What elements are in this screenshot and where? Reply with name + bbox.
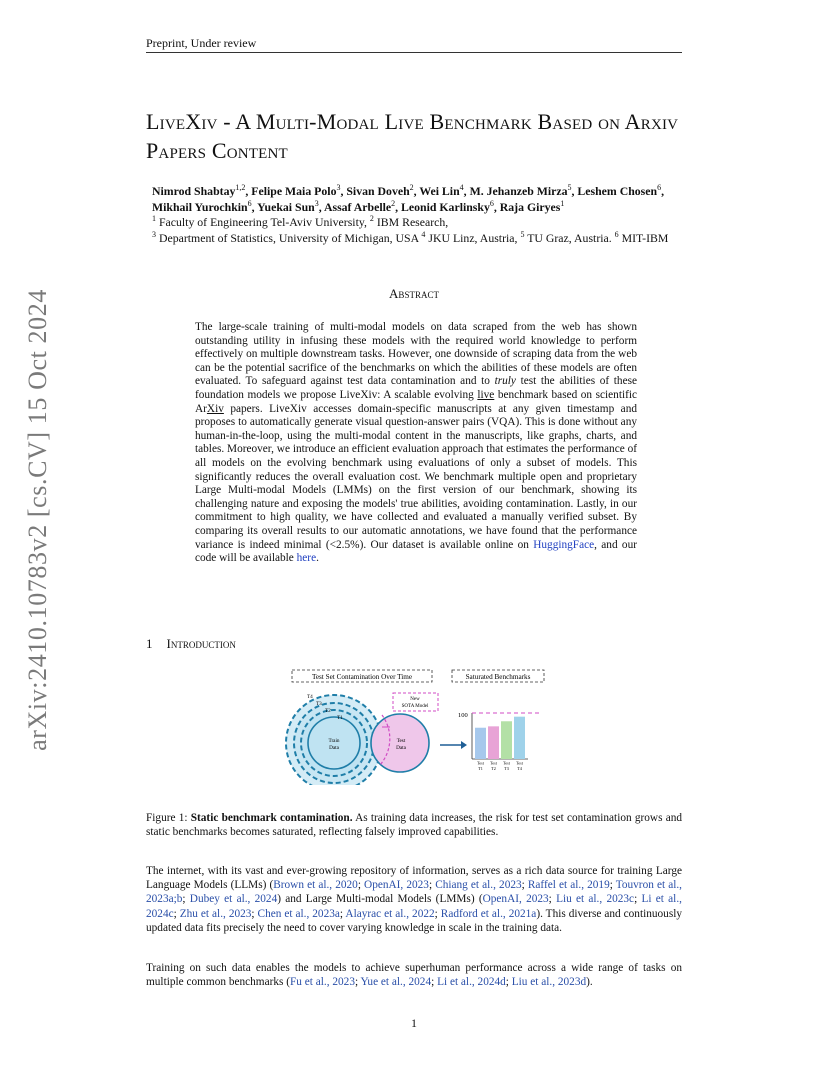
author-sup: 2 (409, 183, 414, 193)
section-title: Introduction (166, 636, 236, 651)
para-text: The internet, with its vast and ever-growing repository of information, serves as a rich data source for training Large Language Models (LLMs) ( (146, 865, 682, 892)
bar-label-top: Test (516, 760, 523, 766)
sota-label: SOTA Model (401, 704, 429, 709)
ring-label: T1 (337, 715, 343, 721)
page-number: 1 (411, 1016, 417, 1030)
ring-label: T3 (316, 701, 322, 707)
abstract-heading: Abstract (389, 286, 439, 301)
figure-1 (278, 665, 558, 785)
author: Leshem Chosen (577, 184, 658, 198)
affil-text: Department of Statistics, University of Michigan, USA (158, 230, 422, 245)
arxiv-identifier-stamp: arXiv:2410.10783v2 [cs.CV] 15 Oct 2024 (23, 289, 52, 751)
citation[interactable]: Fu et al., 2023 (290, 976, 355, 989)
variance-value: <2.5% (329, 538, 360, 551)
paper-title: LiveXiv - A Multi-Modal Live Benchmark Based on Arxiv Papers Content (146, 109, 679, 163)
citation[interactable]: Chen et al., 2023a (257, 907, 340, 920)
affil-text: JKU Linz, Austria, (428, 230, 521, 245)
author: Wei Lin (419, 184, 460, 198)
author-sup: 6 (657, 183, 662, 193)
citation[interactable]: Yue et al., 2024 (360, 976, 432, 989)
author-sup: 1,2 (235, 183, 246, 193)
abstract-text: . (316, 552, 319, 565)
affiliations (152, 215, 772, 246)
author-sup: 3 (314, 199, 319, 209)
citation[interactable]: Li et al., 2024d (437, 976, 506, 989)
abstract-text: papers. LiveXiv accesses domain-specific manuscripts at any given timestamp and proposes to automatically generate visual question-answer pairs (VQA). This is done without any human-in-the-loop, using the multi-modal content in the manuscripts, like graphs, charts, and tables. Moreover, we introduce an efficient evaluation approach that estimates the performance of all models on the evolving benchmark using evaluations of only a subset of models. This significantly reduces the overall evaluation cost. We benchmark multiple open and proprietary Large Multi-modal Models (LMMs) on the first version of our benchmark, showing its challenging nature and exposing the models' true abilities, avoiding contamination. Lastly, in our commitment to high quality, we have collected and evaluated a manually verified subset. By comparing its overall results to our automatic annotations, we have found that the performance variance is indeed minimal ( (195, 402, 637, 551)
author-sup: 6 (247, 199, 252, 209)
flow-arrow-head (461, 741, 467, 749)
author-sup: 1 (560, 199, 565, 209)
author-sup: 4 (459, 183, 464, 193)
bar-t3 (501, 721, 512, 759)
abstract-text: , and our code will be available (195, 538, 637, 565)
citation[interactable]: Liu et al., 2023d (511, 976, 587, 989)
bar-t1 (475, 728, 486, 759)
citation[interactable]: Brown et al., 2020 (273, 879, 358, 892)
author: Leonid Karlinsky (401, 200, 490, 214)
running-header: Preprint, Under review (146, 36, 257, 50)
citation[interactable]: Dubey et al., 2024 (189, 893, 278, 906)
ring-label: T2 (325, 708, 331, 714)
affil-text: Faculty of Engineering Tel-Aviv University, (158, 215, 370, 229)
huggingface-link[interactable]: HuggingFace (533, 538, 595, 551)
author: M. Jehanzeb Mirza (469, 184, 568, 198)
abstract-text: benchmark based on scientific Ar (195, 388, 638, 415)
abstract-text: The large-scale training of multi-modal models on data scraped from the web has shown outstanding utility in infusing these models with the required world knowledge to perform effectively on multiple downstream tasks. However, one downside of scraping data from the web can be the potential sacrifice of the benchmarks on which the abilities of these models are often evaluated. To safeguard against test data contamination and to (195, 321, 637, 388)
affil-num: 3 (152, 229, 156, 239)
intro-paragraph-2: Training on such data enables the models to achieve superhuman performance across a wide range of tasks on multiple common benchmarks (Fu et al., 2023; Yue et al., 2024; Li et al., 2024d; Liu et al., 2023d). (146, 962, 682, 989)
right-panel-title: Saturated Benchmarks (465, 673, 531, 681)
author: Raja Giryes (499, 200, 561, 214)
abstract-emphasis: truly (494, 375, 516, 388)
train-label: Data (329, 745, 339, 751)
affil-text: MIT-IBM (621, 230, 669, 245)
author: Yuekai Sun (257, 200, 315, 214)
caption-text: As training data increases, the risk for test set contamination grows and static benchmarks becomes saturated, reflecting falsely improved capabilities. (146, 812, 682, 838)
test-label: Test (396, 738, 406, 744)
bar-tick-label: T1 (478, 766, 483, 771)
author-sup: 5 (567, 183, 572, 193)
abstract-text: test the abilities of these foundation models we propose LiveXiv: A scalable evolving (195, 375, 638, 401)
author: Assaf Arbelle (323, 200, 392, 214)
citation[interactable]: Touvron et al., 2023a;b (146, 879, 682, 906)
caption-bold: Static benchmark contamination. (190, 812, 353, 824)
citation[interactable]: Chiang et al., 2023 (435, 879, 522, 892)
affil-text: IBM Research, (376, 215, 449, 229)
affil-text: TU Graz, Austria. (527, 230, 615, 245)
bar-tick-label: T4 (517, 766, 522, 771)
caption-label: Figure 1: (146, 812, 191, 824)
abstract-underline: live (477, 388, 495, 401)
left-panel-title: Test Set Contamination Over Time (311, 673, 413, 681)
citation[interactable]: OpenAI, 2023 (482, 893, 549, 906)
test-label: Data (396, 745, 406, 751)
bar-label-top: Test (477, 760, 484, 766)
citation[interactable]: Zhu et al., 2023 (179, 907, 252, 920)
citation[interactable]: Raffel et al., 2019 (527, 879, 610, 892)
author: Nimrod Shabtay (152, 184, 236, 198)
saturation-bar-chart (458, 712, 540, 771)
author: Felipe Maia Polo (251, 184, 337, 198)
affil-num: 1 (152, 214, 156, 224)
bar-label-top: Test (490, 760, 497, 766)
author-list: Nimrod Shabtay$^{1,2}$, Felipe Maia Polo$^3$, Sivan Doveh$^2$, Wei Lin$^4$, M. Jehanzeb Mirza$^5$, Leshem Chosen$^6$, Mikhail Yurochkin$^6$, Yuekai Sun$^3$, Assaf Arbelle$^2$, Leonid Karlinsky$^6$, Raja Giryes$^1$ (152, 183, 665, 214)
citation[interactable]: Liu et al., 2023c (556, 893, 635, 906)
train-label: Train (328, 738, 340, 744)
bar-t4 (514, 717, 525, 759)
affil-num: 2 (369, 214, 374, 224)
bar-tick-label: T3 (504, 766, 509, 771)
author: Sivan Doveh (346, 184, 410, 198)
author-sup: 6 (489, 199, 494, 209)
affil-num: 5 (520, 229, 525, 239)
para-text: ). This diverse and continuously updated data fits precisely the need to cover varying knowledge in scale in the training data. (146, 907, 682, 934)
bar-tick-label: T2 (491, 766, 496, 771)
author-sup: 3 (336, 183, 341, 193)
abstract-body (195, 321, 637, 566)
section-number: 1 (146, 636, 153, 651)
citation[interactable]: Alayrac et al., 2022 (345, 907, 435, 920)
abstract-text: ). Our dataset is available online on (359, 538, 534, 551)
affil-num: 6 (614, 229, 619, 239)
citation[interactable]: OpenAI, 2023 (364, 879, 429, 892)
header-rule (146, 52, 682, 53)
affil-num: 4 (421, 229, 426, 239)
bar-label-top: Test (503, 760, 510, 766)
author-sup: 2 (391, 199, 396, 209)
para-text: ). (586, 976, 593, 989)
citation[interactable]: Li et al., 2024c (146, 893, 682, 920)
sota-label: New (410, 697, 420, 702)
para-text: ) and Large Multi-modal Models (LMMs) ( (277, 893, 483, 906)
author: Mikhail Yurochkin (152, 200, 248, 214)
citation[interactable]: Radford et al., 2021a (440, 907, 537, 920)
abstract-underline: Xiv (206, 402, 224, 415)
axis-max-label: 100 (458, 712, 468, 719)
bar-t2 (488, 726, 499, 759)
para-text: Training on such data enables the models to achieve superhuman performance across a wide range of tasks on multiple common benchmarks ( (146, 962, 682, 989)
section-heading-introduction (146, 636, 236, 652)
figure-caption (146, 811, 682, 839)
code-link[interactable]: here (296, 552, 317, 565)
intro-paragraph-1: The internet, with its vast and ever-growing repository of information, serves as a rich data source for training Large Language Models (LLMs) (Brown et al., 2020; OpenAI, 2023; Chiang et al., 2023; Raffel et al., 2019; Touvron et al., 2023a;b; Dubey et al., 2024) and Large Multi-modal Models (LMMs) (OpenAI, 2023; Liu et al., 2023c; Li et al., 2024c; Zhu et al., 2023; Chen et al., 2023a; Alayrac et al., 2022; Radford et al., 2021a). This diverse and continuously updated data fits precisely the need to cover varying knowledge in scale in the training data. (146, 865, 682, 934)
ring-label: T4 (307, 694, 313, 700)
